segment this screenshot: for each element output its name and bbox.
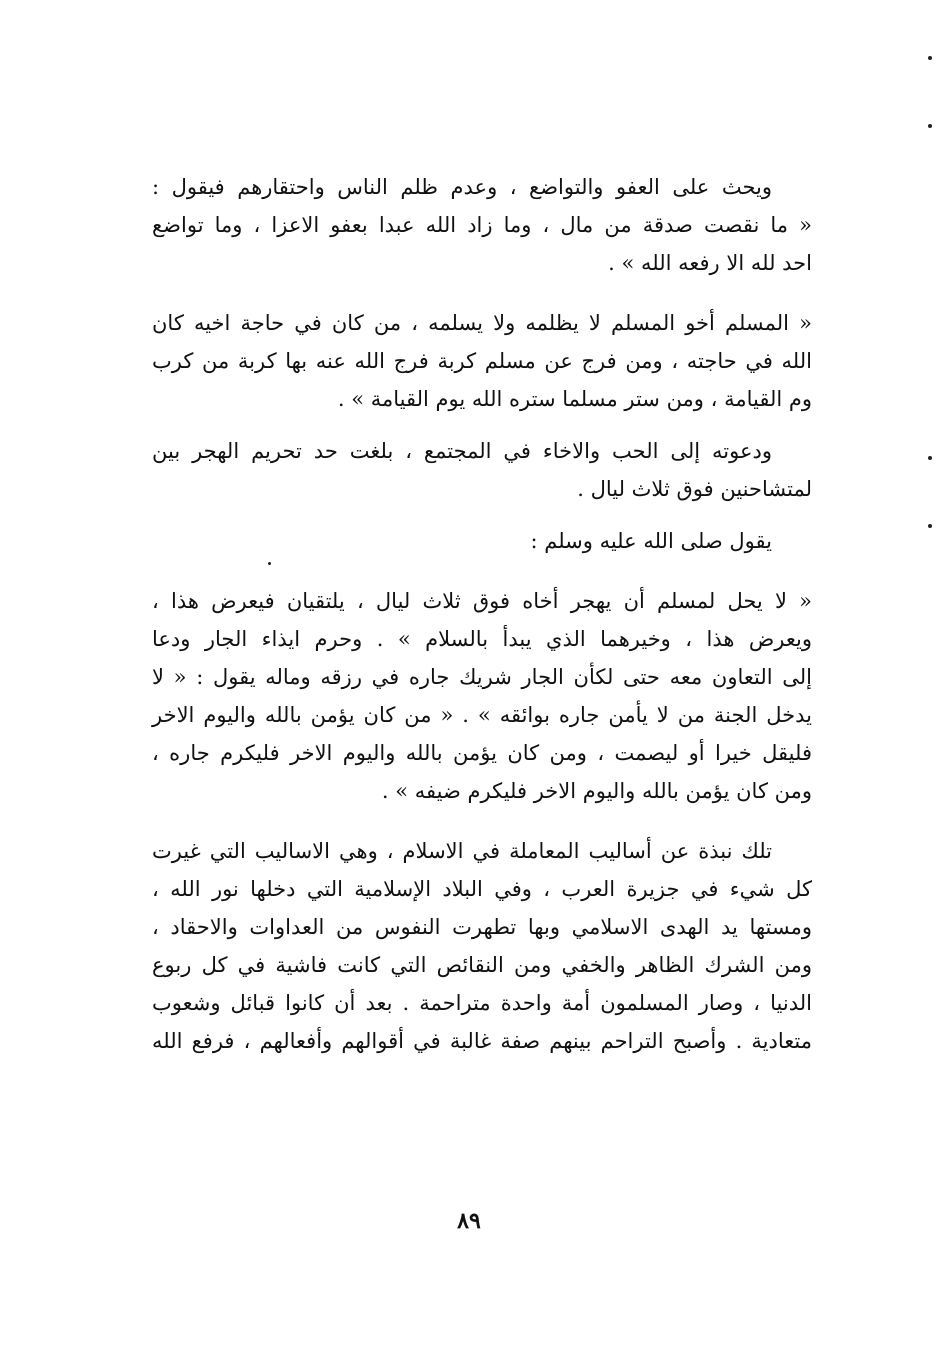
paragraph-prophet-says	[152, 522, 812, 560]
text-line: يدخل الجنة من لا يأمن جاره بوائقه » . « من كان يؤمن بالله واليوم الاخر	[152, 703, 812, 727]
text-line: ويعرض هذا ، وخيرهما الذي يبدأ بالسلام » . وحرم ايذاء الجار ودعا	[152, 627, 812, 651]
scan-speck	[928, 524, 932, 528]
paragraph-brotherhood-hadith	[152, 304, 812, 418]
text-line: ومستها يد الهدى الاسلامي وبها تطهرت النفوس من العداوات والاحقاد ،	[152, 915, 812, 939]
paragraph-neighbor-hadith	[152, 582, 812, 810]
text-line: يقول صلى الله عليه وسلم :	[530, 529, 772, 553]
text-line: تلك نبذة عن أساليب المعاملة في الاسلام ، وهي الاساليب التي غيرت	[152, 839, 772, 863]
text-line: « ما نقصت صدقة من مال ، وما زاد الله عبدا بعفو الاعزا ، وما تواضع	[152, 213, 812, 237]
scan-speck	[928, 456, 932, 460]
text-line: ومن الشرك الظاهر والخفي ومن النقائص التي كانت فاشية في كل ربوع	[152, 953, 812, 977]
text-line: ويحث على العفو والتواضع ، وعدم ظلم الناس واحتقارهم فيقول :	[152, 175, 772, 199]
text-line: فليقل خيرا أو ليصمت ، ومن كان يؤمن بالله واليوم الاخر فليكرم جاره ،	[152, 741, 812, 765]
paragraph-forgiveness	[152, 168, 812, 282]
text-column	[152, 168, 812, 1060]
text-line: الله في حاجته ، ومن فرج عن مسلم كربة فرج الله عنه بها كربة من كرب	[152, 349, 812, 373]
text-line: الدنيا ، وصار المسلمون أمة واحدة متراحمة . بعد أن كانوا قبائل وشعوب	[152, 991, 812, 1015]
text-line: ومن كان يؤمن بالله واليوم الاخر فليكرم ضيفه » .	[381, 779, 812, 803]
text-line: متعادية . وأصبح التراحم بينهم صفة غالبة في أقوالهم وأفعالهم ، فرفع الله	[152, 1029, 812, 1053]
text-line: وم القيامة ، ومن ستر مسلما ستره الله يوم القيامة » .	[337, 387, 812, 411]
text-line: لمتشاحنين فوق ثلاث ليال .	[577, 477, 812, 501]
text-line: « المسلم أخو المسلم لا يظلمه ولا يسلمه ، من كان في حاجة اخيه كان	[152, 311, 812, 335]
text-line: « لا يحل لمسلم أن يهجر أخاه فوق ثلاث ليال ، يلتقيان فيعرض هذا ،	[152, 589, 812, 613]
scan-speck	[928, 124, 932, 128]
page-number: ٨٩	[457, 1208, 481, 1234]
scan-speck	[268, 562, 271, 565]
scan-speck	[928, 56, 932, 60]
text-line: احد لله الا رفعه الله » .	[608, 251, 812, 275]
paragraph-love-community	[152, 432, 812, 508]
text-line: ودعوته إلى الحب والاخاء في المجتمع ، بلغت حد تحريم الهجر بين	[152, 439, 772, 463]
text-line: كل شيء في جزيرة العرب ، وفي البلاد الإسلامية التي دخلها نور الله ،	[152, 877, 812, 901]
text-line: إلى التعاون معه حتى لكأن الجار شريك جاره في رزقه وماله يقول : « لا	[152, 665, 812, 689]
paragraph-summary	[152, 832, 812, 1060]
